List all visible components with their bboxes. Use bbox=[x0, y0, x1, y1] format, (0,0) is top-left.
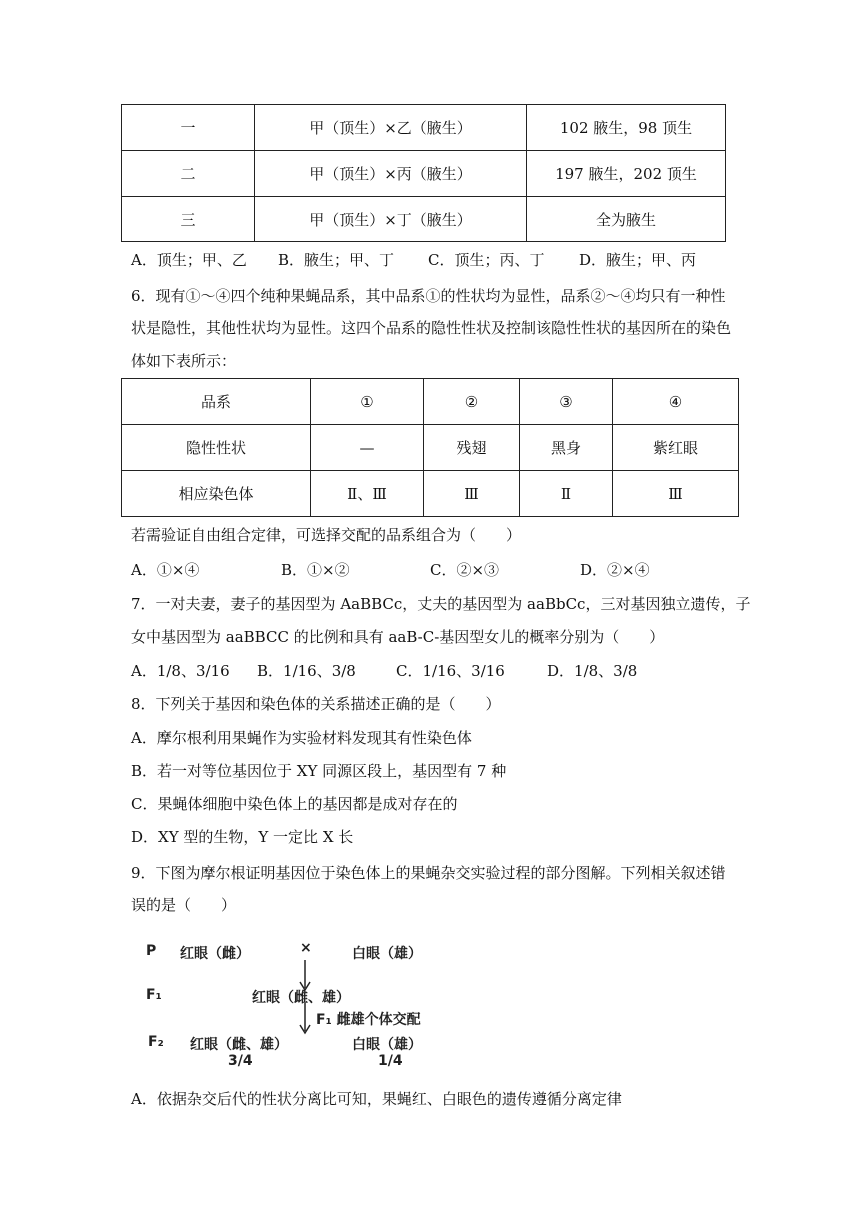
table-cell: 相应染色体 bbox=[122, 471, 311, 517]
table-cell: — bbox=[311, 425, 424, 471]
cross-results-table bbox=[121, 104, 726, 242]
q7-stem-line: 女中基因型为 aaBBCC 的比例和具有 aaB-C-基因型女儿的概率分别为（ ） bbox=[131, 628, 665, 646]
f1-cross-note: F₁ 雌雄个体交配 bbox=[316, 1012, 421, 1028]
q6-stem-line: 6．现有①～④四个纯种果蝇品系，其中品系①的性状均为显性，品系②～④均只有一种性 bbox=[131, 287, 726, 305]
q6-stem-line: 体如下表所示： bbox=[131, 352, 237, 370]
table-cell: 甲（顶生）×丙（腋生） bbox=[255, 151, 527, 197]
table-cell: 甲（顶生）×乙（腋生） bbox=[255, 105, 527, 151]
generation-label-p: P bbox=[146, 943, 157, 959]
table-row bbox=[122, 379, 739, 425]
option-a[interactable]: A．摩尔根利用果蝇作为实验材料发现其有性染色体 bbox=[131, 729, 472, 747]
table-row bbox=[122, 151, 726, 197]
table-cell: 黑身 bbox=[520, 425, 613, 471]
table-cell: Ⅱ、Ⅲ bbox=[311, 471, 424, 517]
option-a[interactable]: A．①×④ bbox=[131, 561, 200, 579]
q8-question: 8．下列关于基因和染色体的关系描述正确的是（ ） bbox=[131, 695, 501, 713]
option-d[interactable]: D．1/8、3/8 bbox=[547, 662, 638, 680]
arrow-down-icon bbox=[297, 1003, 313, 1035]
table-header: 品系 bbox=[122, 379, 311, 425]
option-a[interactable]: A．顶生；甲、乙 bbox=[131, 251, 247, 269]
q6-options bbox=[131, 559, 751, 581]
cross-symbol: × bbox=[300, 940, 312, 956]
option-c[interactable]: C．②×③ bbox=[430, 561, 500, 579]
table-cell: 残翅 bbox=[424, 425, 520, 471]
option-b[interactable]: B．1/16、3/8 bbox=[257, 662, 356, 680]
f2-white-ratio: 1/4 bbox=[378, 1053, 403, 1069]
table-cell: Ⅲ bbox=[424, 471, 520, 517]
option-c[interactable]: C．1/16、3/16 bbox=[396, 662, 505, 680]
q7-options bbox=[131, 660, 751, 682]
generation-label-f1: F₁ bbox=[146, 987, 162, 1003]
table-row bbox=[122, 425, 739, 471]
f2-red-eye: 红眼（雌、雄） bbox=[190, 1037, 288, 1053]
table-cell: 二 bbox=[122, 151, 255, 197]
strain-table bbox=[121, 378, 739, 517]
table-cell: 紫红眼 bbox=[613, 425, 739, 471]
p-male: 白眼（雄） bbox=[352, 946, 422, 962]
option-a[interactable]: A．依据杂交后代的性状分离比可知，果蝇红、白眼色的遗传遵循分离定律 bbox=[131, 1090, 622, 1108]
table-cell: 102 腋生，98 顶生 bbox=[527, 105, 726, 151]
table-header: ③ bbox=[520, 379, 613, 425]
option-b[interactable]: B．①×② bbox=[281, 561, 350, 579]
table-cell: 一 bbox=[122, 105, 255, 151]
table-cell: 隐性性状 bbox=[122, 425, 311, 471]
f2-white-eye: 白眼（雄） bbox=[352, 1037, 422, 1053]
q9-stem-line: 误的是（ ） bbox=[131, 896, 237, 914]
table-header: ② bbox=[424, 379, 520, 425]
option-a[interactable]: A．1/8、3/16 bbox=[131, 662, 230, 680]
option-d[interactable]: D．②×④ bbox=[580, 561, 650, 579]
table-cell: 197 腋生，202 顶生 bbox=[527, 151, 726, 197]
table-row bbox=[122, 105, 726, 151]
table-cell: 全为腋生 bbox=[527, 197, 726, 242]
option-b[interactable]: B．若一对等位基因位于 XY 同源区段上，基因型有 7 种 bbox=[131, 762, 507, 780]
generation-label-f2: F₂ bbox=[148, 1034, 164, 1050]
table-row bbox=[122, 197, 726, 242]
cross-diagram bbox=[140, 935, 480, 1070]
p-female: 红眼（雌） bbox=[180, 946, 250, 962]
f2-red-ratio: 3/4 bbox=[228, 1053, 253, 1069]
option-b[interactable]: B．腋生；甲、丁 bbox=[278, 251, 395, 269]
q7-stem-line: 7．一对夫妻，妻子的基因型为 AaBBCc，丈夫的基因型为 aaBbCc，三对基因独立遗传，子 bbox=[131, 595, 751, 613]
table-cell: 甲（顶生）×丁（腋生） bbox=[255, 197, 527, 242]
option-d[interactable]: D．腋生；甲、丙 bbox=[579, 251, 697, 269]
q6-stem-line: 状是隐性，其他性状均为显性。这四个品系的隐性性状及控制该隐性性状的基因所在的染色 bbox=[131, 319, 732, 337]
table-cell: Ⅲ bbox=[613, 471, 739, 517]
table-header: ④ bbox=[613, 379, 739, 425]
table-header: ① bbox=[311, 379, 424, 425]
table-cell: Ⅱ bbox=[520, 471, 613, 517]
f1-offspring: 红眼（雌、雄） bbox=[252, 990, 350, 1006]
table-cell: 三 bbox=[122, 197, 255, 242]
option-c[interactable]: C．果蝇体细胞中染色体上的基因都是成对存在的 bbox=[131, 795, 458, 813]
q9-stem-line: 9．下图为摩尔根证明基因位于染色体上的果蝇杂交实验过程的部分图解。下列相关叙述错 bbox=[131, 864, 726, 882]
table-row bbox=[122, 471, 739, 517]
option-d[interactable]: D．XY 型的生物，Y 一定比 X 长 bbox=[131, 828, 354, 846]
q5-options bbox=[131, 249, 751, 271]
q6-question: 若需验证自由组合定律，可选择交配的品系组合为（ ） bbox=[131, 526, 522, 544]
option-c[interactable]: C．顶生；丙、丁 bbox=[428, 251, 545, 269]
